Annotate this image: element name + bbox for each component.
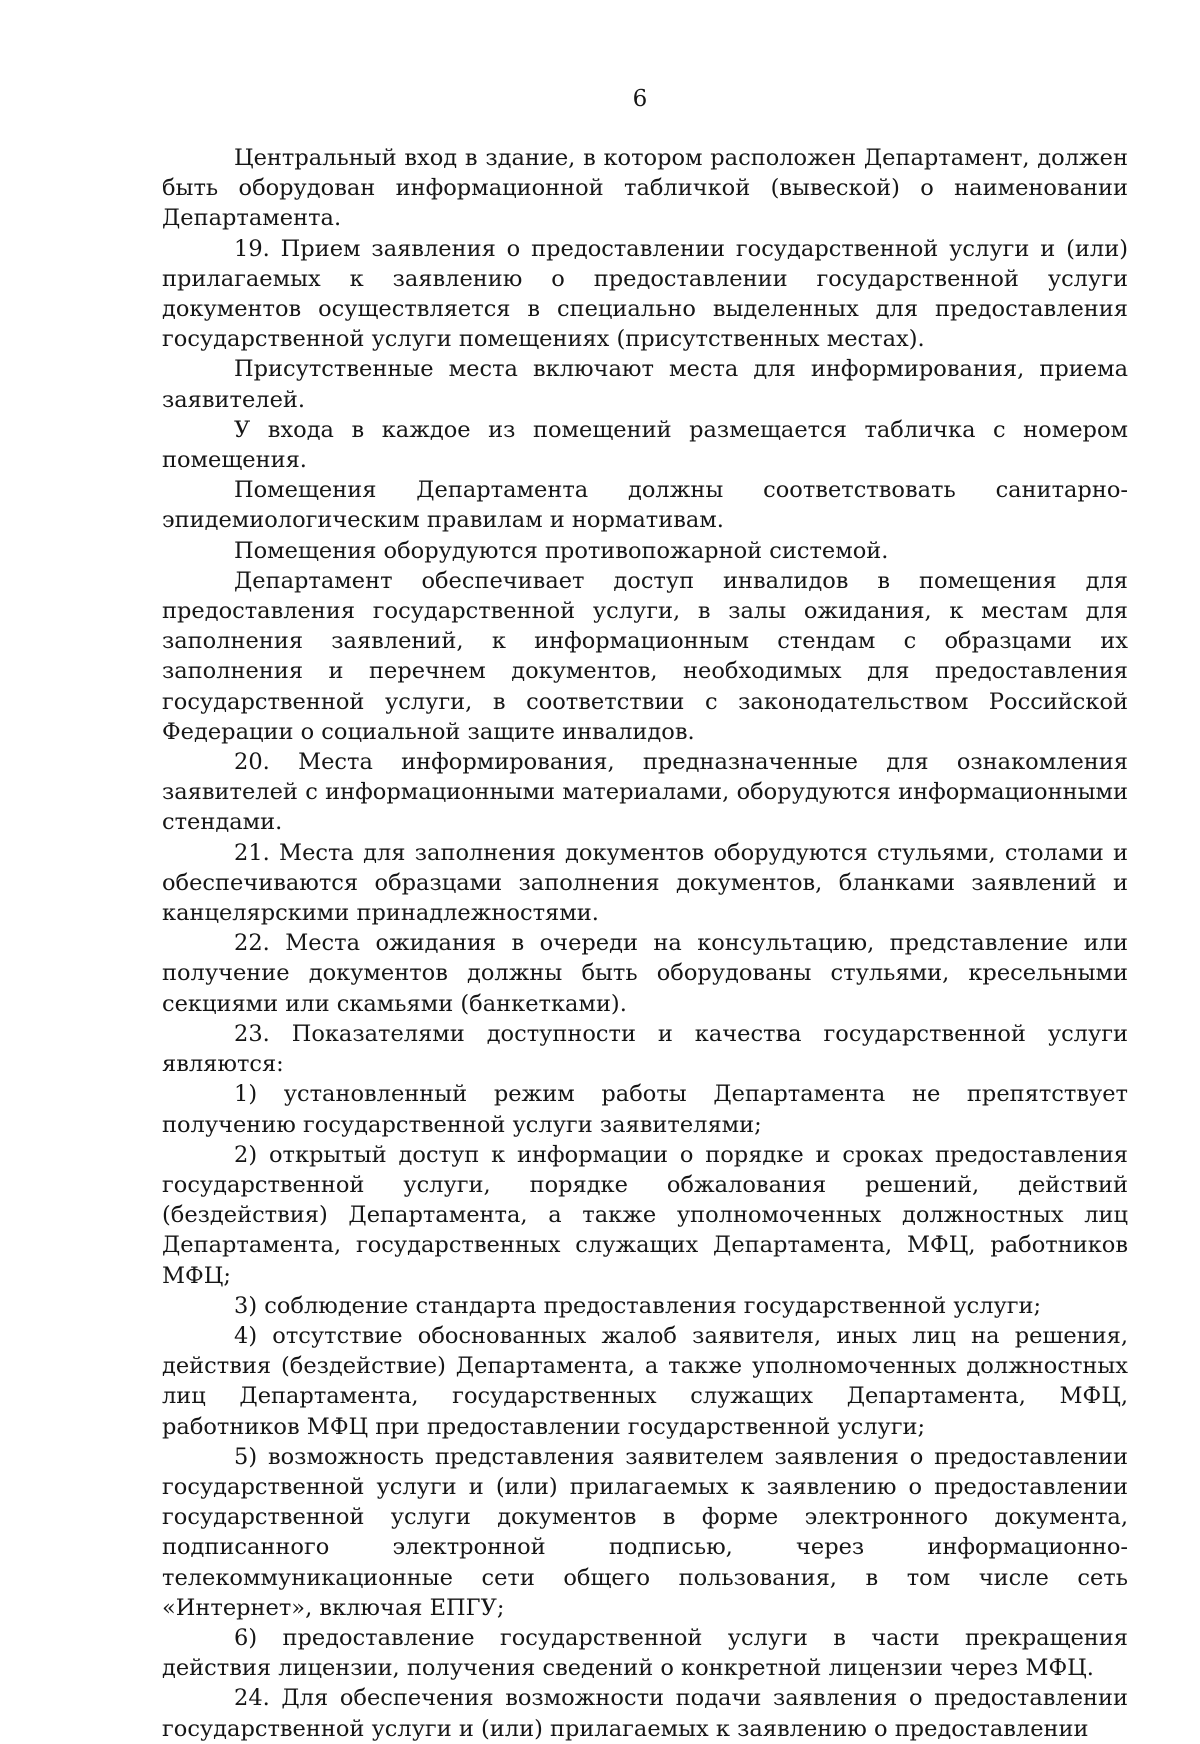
paragraph: 23. Показателями доступности и качества государственной услуги являются:	[162, 1020, 1128, 1078]
document-body	[162, 143, 1128, 1744]
paragraph: Департамент обеспечивает доступ инвалидов в помещения для предоставления государственной услуги, в залы ожидания, к местам для заполнения заявлений, к информационным стендам с образцами их заполнения и перечнем документов, необходимых для предоставления государственной услуги, в соответствии с законодательством Российской Федерации о социальной защите инвалидов.	[162, 567, 1128, 745]
page-number: 6	[632, 86, 648, 112]
paragraph: 21. Места для заполнения документов оборудуются стульями, столами и обеспечиваются образцами заполнения документов, бланками заявлений и канцелярскими принадлежностями.	[162, 839, 1128, 927]
paragraph: 5) возможность представления заявителем заявления о предоставлении государственной услуги и (или) прилагаемых к заявлению о предоставлении государственной услуги документов в форме электронного документа, подписанного электронной подписью, через информационно-телекоммуникационные сети общего пользования, в том числе сеть «Интернет», включая ЕПГУ;	[162, 1443, 1128, 1621]
paragraph: 3) соблюдение стандарта предоставления государственной услуги;	[234, 1292, 1042, 1319]
paragraph: 19. Прием заявления о предоставлении государственной услуги и (или) прилагаемых к заявлению о предоставлении государственной услуги документов осуществляется в специально выделенных для предоставления государственной услуги помещениях (присутственных местах).	[162, 235, 1128, 353]
paragraph: Присутственные места включают места для информирования, приема заявителей.	[162, 356, 1128, 413]
paragraph: 1) установленный режим работы Департамента не препятствует получению государственной услуги заявителями;	[162, 1081, 1128, 1138]
paragraph: 20. Места информирования, предназначенные для ознакомления заявителей с информационными материалами, оборудуются информационными стендами.	[162, 749, 1128, 836]
paragraph: 4) отсутствие обоснованных жалоб заявителя, иных лиц на решения, действия (бездействие) Департамента, а также уполномоченных должностных лиц Департамента, государственных служащих Департамента, МФЦ, работников МФЦ при предоставлении государственной услуги;	[162, 1322, 1128, 1440]
paragraph: Помещения Департамента должны соответствовать санитарно-эпидемиологическим правилам и нормативам.	[162, 477, 1128, 534]
paragraph: Помещения оборудуются противопожарной системой.	[234, 537, 889, 564]
paragraph: 24. Для обеспечения возможности подачи заявления о предоставлении государственной услуги и (или) прилагаемых к заявлению о предоставлении	[162, 1685, 1128, 1742]
paragraph: У входа в каждое из помещений размещается табличка с номером помещения.	[162, 416, 1128, 474]
paragraph: Центральный вход в здание, в котором расположен Департамент, должен быть оборудован информационной табличкой (вывеской) о наименовании Департамента.	[162, 145, 1128, 232]
paragraph: 22. Места ожидания в очереди на консультацию, представление или получение документов должны быть оборудованы стульями, кресельными секциями или скамьями (банкетками).	[162, 930, 1128, 1017]
paragraph: 2) открытый доступ к информации о порядке и сроках предоставления государственной услуги, порядке обжалования решений, действий (бездействия) Департамента, а также уполномоченных должностных лиц Департамента, государственных служащих Департамента, МФЦ, работников МФЦ;	[162, 1141, 1128, 1289]
paragraph: 6) предоставление государственной услуги в части прекращения действия лицензии, получения сведений о конкретной лицензии через МФЦ.	[162, 1624, 1128, 1682]
